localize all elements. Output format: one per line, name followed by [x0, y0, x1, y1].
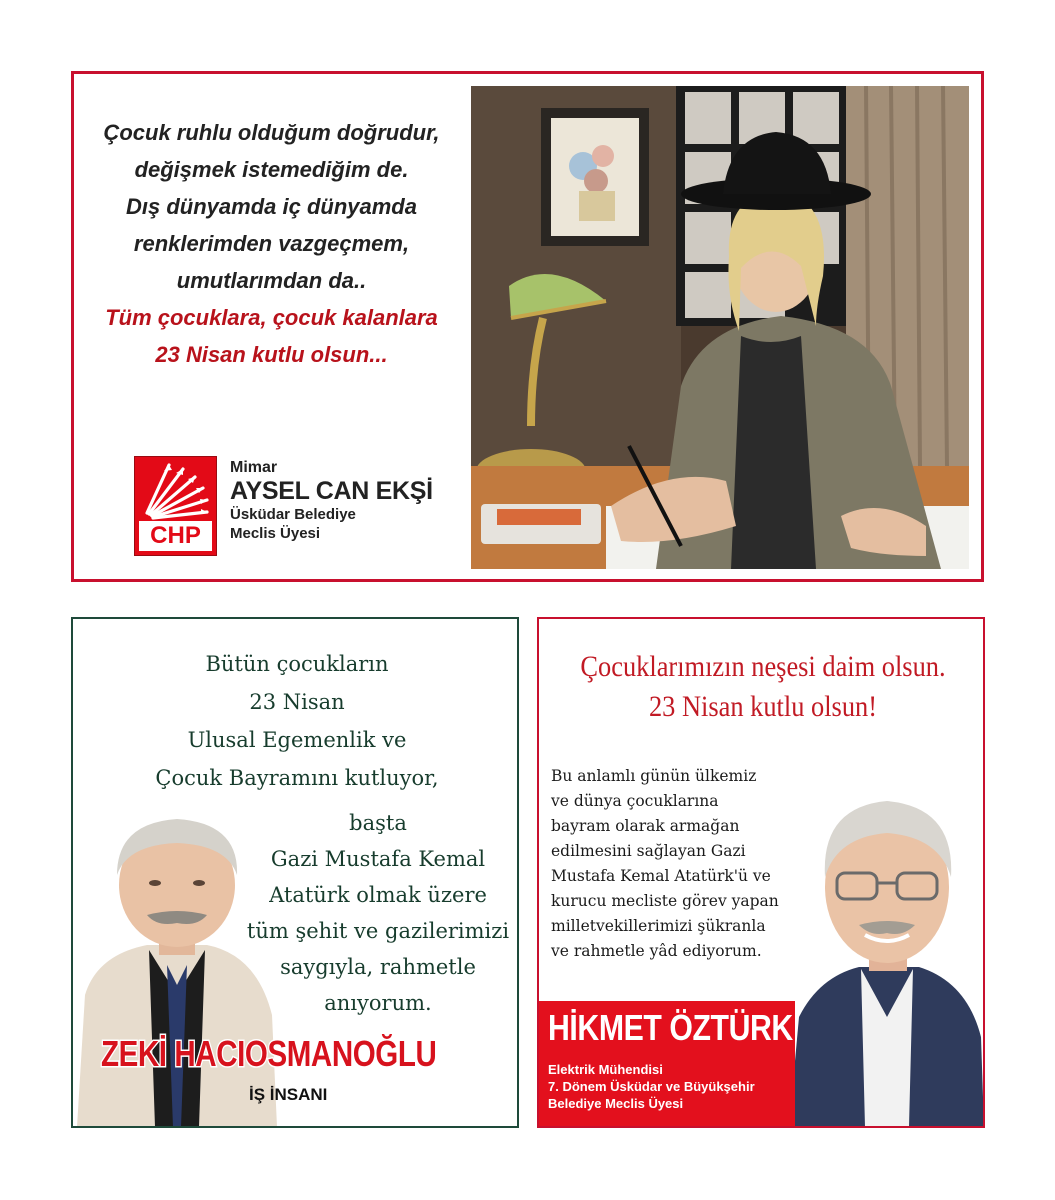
body-line: Mustafa Kemal Atatürk'ü ve	[551, 867, 771, 885]
headline-line: Çocuklarımızın neşesi daim olsun.	[580, 650, 946, 683]
woman-architect-photo	[471, 86, 969, 569]
signature-role: Üsküdar Belediye	[230, 506, 356, 523]
chp-logo	[134, 456, 217, 556]
signature-role: Meclis Üyesi	[230, 525, 321, 542]
zeki-haciosmanoglu-ad	[71, 617, 519, 1128]
signature-prefix: Mimar	[230, 459, 278, 476]
greeting-line: Ulusal Egemenlik ve	[187, 728, 407, 752]
greeting-line: Bütün çocukların	[205, 652, 389, 676]
tribute-block	[233, 805, 519, 1021]
headline-line: 23 Nisan kutlu olsun!	[648, 690, 878, 723]
aysel-can-eksi-ad	[71, 71, 984, 582]
headline	[566, 647, 960, 727]
body-line: edilmesini sağlayan Gazi	[551, 842, 746, 860]
role-line: Elektrik Mühendisi	[548, 1062, 663, 1077]
tribute-line: anıyorum.	[324, 991, 432, 1015]
body-line: ve dünya çocuklarına	[551, 792, 719, 810]
body-line: milletvekillerimizi şükranla	[551, 917, 766, 935]
quote-block	[74, 114, 469, 373]
body-line: bayram olarak armağan	[551, 817, 740, 835]
person-name: HİKMET ÖZTÜRK	[548, 1007, 793, 1048]
greeting-line: 23 Nisan kutlu olsun...	[155, 342, 388, 367]
hikmet-ozturk-ad	[537, 617, 985, 1128]
body-text	[551, 764, 811, 964]
man-with-glasses-photo	[789, 777, 984, 1127]
signature-name: AYSEL CAN EKŞİ	[230, 477, 433, 505]
quote-line: umutlarımdan da..	[176, 268, 367, 293]
quote-line: Çocuk ruhlu olduğum doğrudur,	[103, 120, 440, 145]
quote-line: değişmek istemediğim de.	[134, 157, 409, 182]
body-line: Bu anlamlı günün ülkemiz	[551, 767, 757, 785]
tribute-line: Atatürk olmak üzere	[269, 883, 487, 907]
quote-line: Dış dünyamda iç dünyamda	[126, 194, 417, 219]
person-name: ZEKİ HACIOSMANOĞLU	[101, 1033, 437, 1074]
tribute-line: tüm şehit ve gazilerimizi	[246, 919, 510, 943]
quote-line: renklerimden vazgeçmem,	[133, 231, 410, 256]
role-line: Belediye Meclis Üyesi	[548, 1096, 684, 1111]
tribute-line: Gazi Mustafa Kemal	[270, 847, 486, 871]
tribute-line: başta	[349, 811, 407, 835]
body-line: kurucu mecliste görev yapan	[551, 892, 779, 910]
body-line: ve rahmetle yâd ediyorum.	[551, 942, 762, 960]
greeting-line: Tüm çocuklara, çocuk kalanlara	[105, 305, 438, 330]
tribute-line: saygıyla, rahmetle	[280, 955, 476, 979]
name-banner	[539, 1001, 795, 1127]
six-arrows-icon	[135, 457, 216, 523]
role-line: 7. Dönem Üsküdar ve Büyükşehir	[548, 1079, 755, 1094]
chp-logo-text: CHP	[139, 521, 212, 551]
person-roles	[548, 1061, 755, 1112]
person-title: İŞ İNSANI	[249, 1085, 328, 1104]
signature	[230, 458, 433, 543]
greeting-block	[73, 645, 519, 797]
greeting-line: 23 Nisan	[249, 690, 345, 714]
greeting-line: Çocuk Bayramını kutluyor,	[155, 766, 439, 790]
